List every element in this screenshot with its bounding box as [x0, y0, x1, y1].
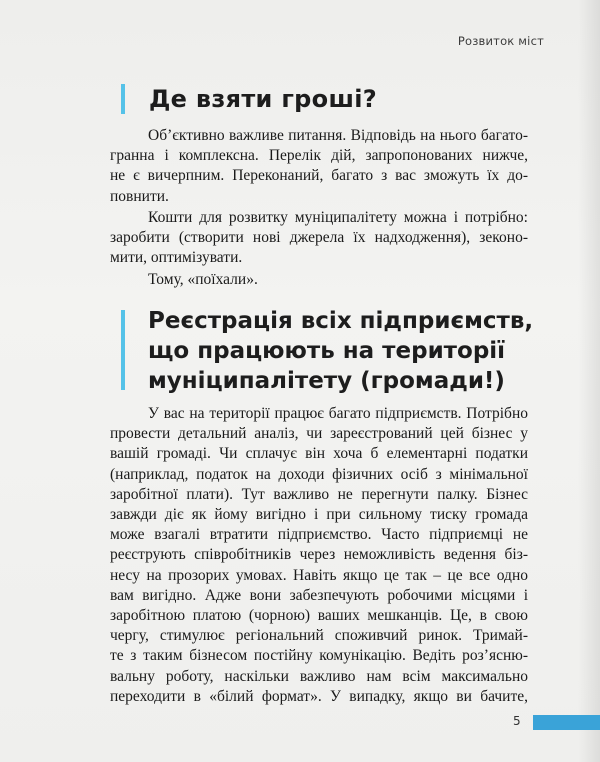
running-header: Розвиток міст	[457, 34, 544, 48]
text-line: У вас на території працює багато підприємств. Потрібно	[148, 405, 528, 422]
text-line: вам вигідно. Адже вони забезпечують робочими місцями і	[110, 586, 528, 604]
text-line: мити, оптимізувати.	[110, 249, 243, 267]
section-heading-money	[121, 84, 377, 114]
heading-accent-bar	[121, 310, 125, 390]
text-line: може взагалі втратити підприємство. Часто підприємці не	[110, 526, 528, 544]
text-line: Об’єктивно важливе питання. Відповідь на нього багато-	[148, 127, 528, 144]
text-line: те з таким бізнесом постійну комунікацію. Ведіть роз’ясню-	[110, 647, 528, 665]
text-line: заробітної плати). Тут важливо не перегнути палку. Бізнес	[110, 485, 528, 503]
text-line: вашій громаді. Чи сплачує він хоча б елементарні податки	[110, 445, 528, 463]
page-edge-shadow	[578, 0, 600, 762]
paragraph-3	[110, 270, 528, 290]
heading-line: що працюють на території	[148, 338, 506, 364]
text-line: Кошти для розвитку муніципалітету можна і потрібно:	[148, 209, 528, 226]
text-line: заробити (створити нові джерела їх надходження), зеконо-	[110, 229, 528, 247]
text-line: несу на прозорих умовах. Навіть якщо це так – це все одно	[110, 566, 528, 584]
section-heading-registration	[121, 306, 548, 396]
text-line: переходити в «білий формат». У випадку, якщо ви бачите,	[110, 687, 528, 705]
paragraph-2	[110, 208, 528, 269]
text-line: Тому, «поїхали».	[148, 271, 258, 288]
text-line: заробітною платою (чорною) ваших мешканців. Це, в свою	[110, 607, 528, 625]
section-heading-text	[148, 306, 548, 396]
text-line: чергу, стимулює регіональний споживчий ринок. Тримай-	[110, 627, 528, 645]
text-line: провести детальний аналіз, чи зареєстрований цей бізнес у	[110, 425, 528, 443]
heading-line: Реєстрація всіх підприємств,	[148, 308, 534, 334]
text-line: вальну роботу, наскільки важливо нам всім максимально	[110, 667, 528, 685]
text-line: не є вичерпним. Переконаний, багато з вас зможуть їх до-	[110, 167, 528, 185]
paragraph-1	[110, 126, 528, 207]
heading-line: муніципалітету (громади!)	[148, 368, 505, 394]
section-heading-text: Де взяти гроші?	[149, 85, 377, 113]
text-line: (наприклад, податок на доходи фізичних осіб з мінімальної	[110, 465, 528, 483]
heading-accent-bar	[121, 84, 125, 114]
paragraph-4	[110, 404, 528, 707]
text-line: повнити.	[110, 187, 169, 205]
text-line: реєструють співробітників через неможливість ведення біз-	[110, 546, 528, 564]
page-number: 5	[513, 714, 521, 728]
text-line: завжди діє як йому вигідно і при сильному тиску громада	[110, 506, 528, 524]
footer-accent-bar	[533, 715, 600, 730]
text-line: гранна і комплексна. Перелік дій, запропонованих нижче,	[110, 147, 528, 165]
